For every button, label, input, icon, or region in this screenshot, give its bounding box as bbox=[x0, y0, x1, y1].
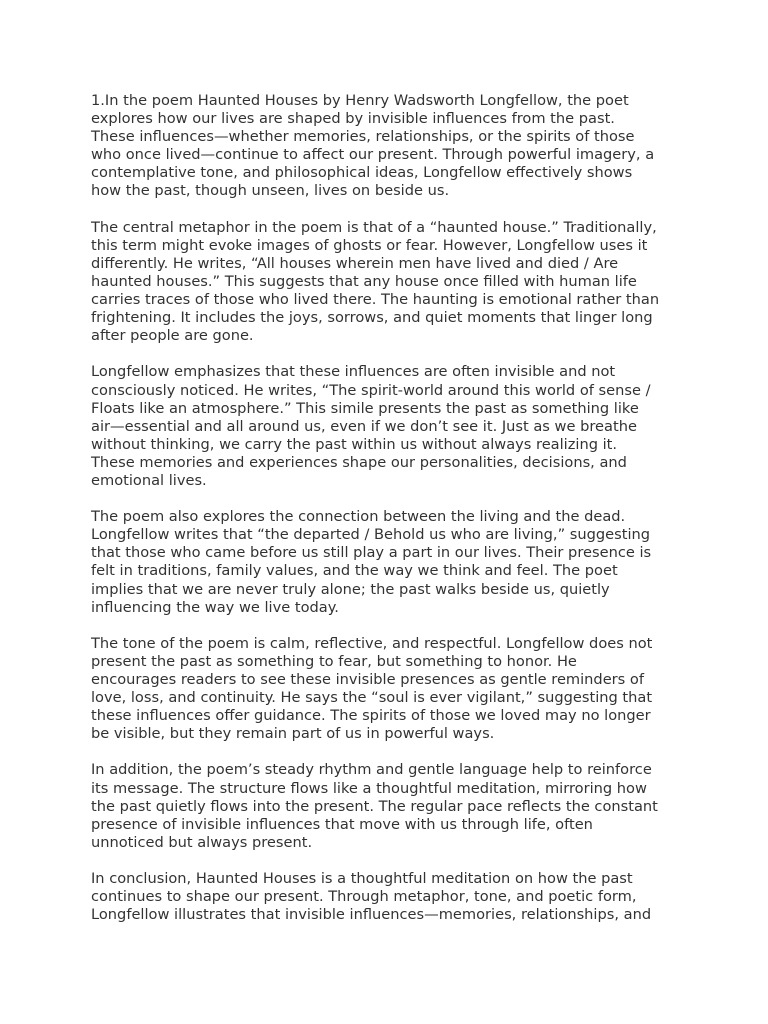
paragraph-line: consciously noticed. He writes, “The spirit-world around this world of sense / bbox=[91, 381, 651, 399]
paragraph-line: unnoticed but always present. bbox=[91, 833, 313, 851]
paragraph-line: who once lived—continue to affect our present. Through powerful imagery, a bbox=[91, 146, 655, 164]
paragraph-line: 1.In the poem Haunted Houses by Henry Wadsworth Longfellow, the poet bbox=[91, 92, 629, 109]
paragraph-line: These memories and experiences shape our personalities, decisions, and bbox=[91, 453, 627, 471]
paragraph-line: present the past as something to fear, but something to honor. He bbox=[91, 652, 577, 670]
paragraph-5 bbox=[91, 635, 691, 744]
paragraph-line: In conclusion, Haunted Houses is a thoughtful meditation on how the past bbox=[91, 870, 633, 888]
paragraph-line: presence of invisible influences that move with us through life, often bbox=[91, 815, 593, 833]
paragraph-line: after people are gone. bbox=[91, 327, 254, 345]
paragraph-line: its message. The structure flows like a thoughtful meditation, mirroring how bbox=[91, 779, 647, 797]
paragraph-line: that those who came before us still play a part in our lives. Their presence is bbox=[91, 544, 652, 562]
paragraph-line: The tone of the poem is calm, reflective, and respectful. Longfellow does not bbox=[91, 634, 653, 652]
paragraph-line: Longfellow writes that “the departed / Behold us who are living,” suggesting bbox=[91, 526, 651, 544]
paragraph-line: continues to shape our present. Through metaphor, tone, and poetic form, bbox=[91, 888, 637, 906]
paragraph-line: influencing the way we live today. bbox=[91, 598, 339, 616]
paragraph-line: how the past, though unseen, lives on beside us. bbox=[91, 182, 450, 200]
paragraph-line: Longfellow illustrates that invisible influences—memories, relationships, and bbox=[91, 906, 652, 924]
paragraph-line: These influences—whether memories, relationships, or the spirits of those bbox=[91, 128, 635, 146]
paragraph-line: explores how our lives are shaped by invisible influences from the past. bbox=[91, 110, 615, 128]
paragraph-line: be visible, but they remain part of us in powerful ways. bbox=[91, 725, 495, 743]
paragraph-line: love, loss, and continuity. He says the “soul is ever vigilant,” suggesting that bbox=[91, 689, 653, 707]
paragraph-2 bbox=[91, 219, 691, 346]
paragraph-line: this term might evoke images of ghosts or fear. However, Longfellow uses it bbox=[91, 236, 648, 254]
paragraph-7 bbox=[91, 870, 691, 924]
document-body bbox=[91, 92, 691, 942]
paragraph-line: carries traces of those who lived there. The haunting is emotional rather than bbox=[91, 291, 660, 309]
paragraph-3 bbox=[91, 363, 691, 490]
paragraph-line: air—essential and all around us, even if we don’t see it. Just as we breathe bbox=[91, 417, 637, 435]
paragraph-line: frightening. It includes the joys, sorrows, and quiet moments that linger long bbox=[91, 309, 653, 327]
paragraph-1 bbox=[91, 92, 691, 201]
paragraph-line: implies that we are never truly alone; the past walks beside us, quietly bbox=[91, 580, 610, 598]
paragraph-line: without thinking, we carry the past within us without always realizing it. bbox=[91, 435, 618, 453]
paragraph-line: these influences offer guidance. The spirits of those we loved may no longer bbox=[91, 707, 651, 725]
paragraph-4 bbox=[91, 508, 691, 617]
paragraph-line: contemplative tone, and philosophical ideas, Longfellow effectively shows bbox=[91, 164, 633, 182]
paragraph-line: The poem also explores the connection between the living and the dead. bbox=[91, 508, 626, 526]
paragraph-line: the past quietly flows into the present. The regular pace reflects the constant bbox=[91, 797, 658, 815]
paragraph-line: differently. He writes, “All houses wherein men have lived and died / Are bbox=[91, 254, 619, 272]
paragraph-line: felt in traditions, family values, and the way we think and feel. The poet bbox=[91, 562, 618, 580]
paragraph-6 bbox=[91, 761, 691, 851]
paragraph-line: The central metaphor in the poem is that of a “haunted house.” Traditionally, bbox=[91, 218, 657, 236]
paragraph-line: Floats like an atmosphere.” This simile presents the past as something like bbox=[91, 399, 639, 417]
paragraph-line: encourages readers to see these invisible presences as gentle reminders of bbox=[91, 671, 644, 688]
paragraph-line: In addition, the poem’s steady rhythm and gentle language help to reinforce bbox=[91, 761, 652, 779]
paragraph-line: emotional lives. bbox=[91, 471, 207, 489]
paragraph-line: haunted houses.” This suggests that any house once filled with human life bbox=[91, 272, 637, 290]
paragraph-line: Longfellow emphasizes that these influences are often invisible and not bbox=[91, 363, 616, 381]
